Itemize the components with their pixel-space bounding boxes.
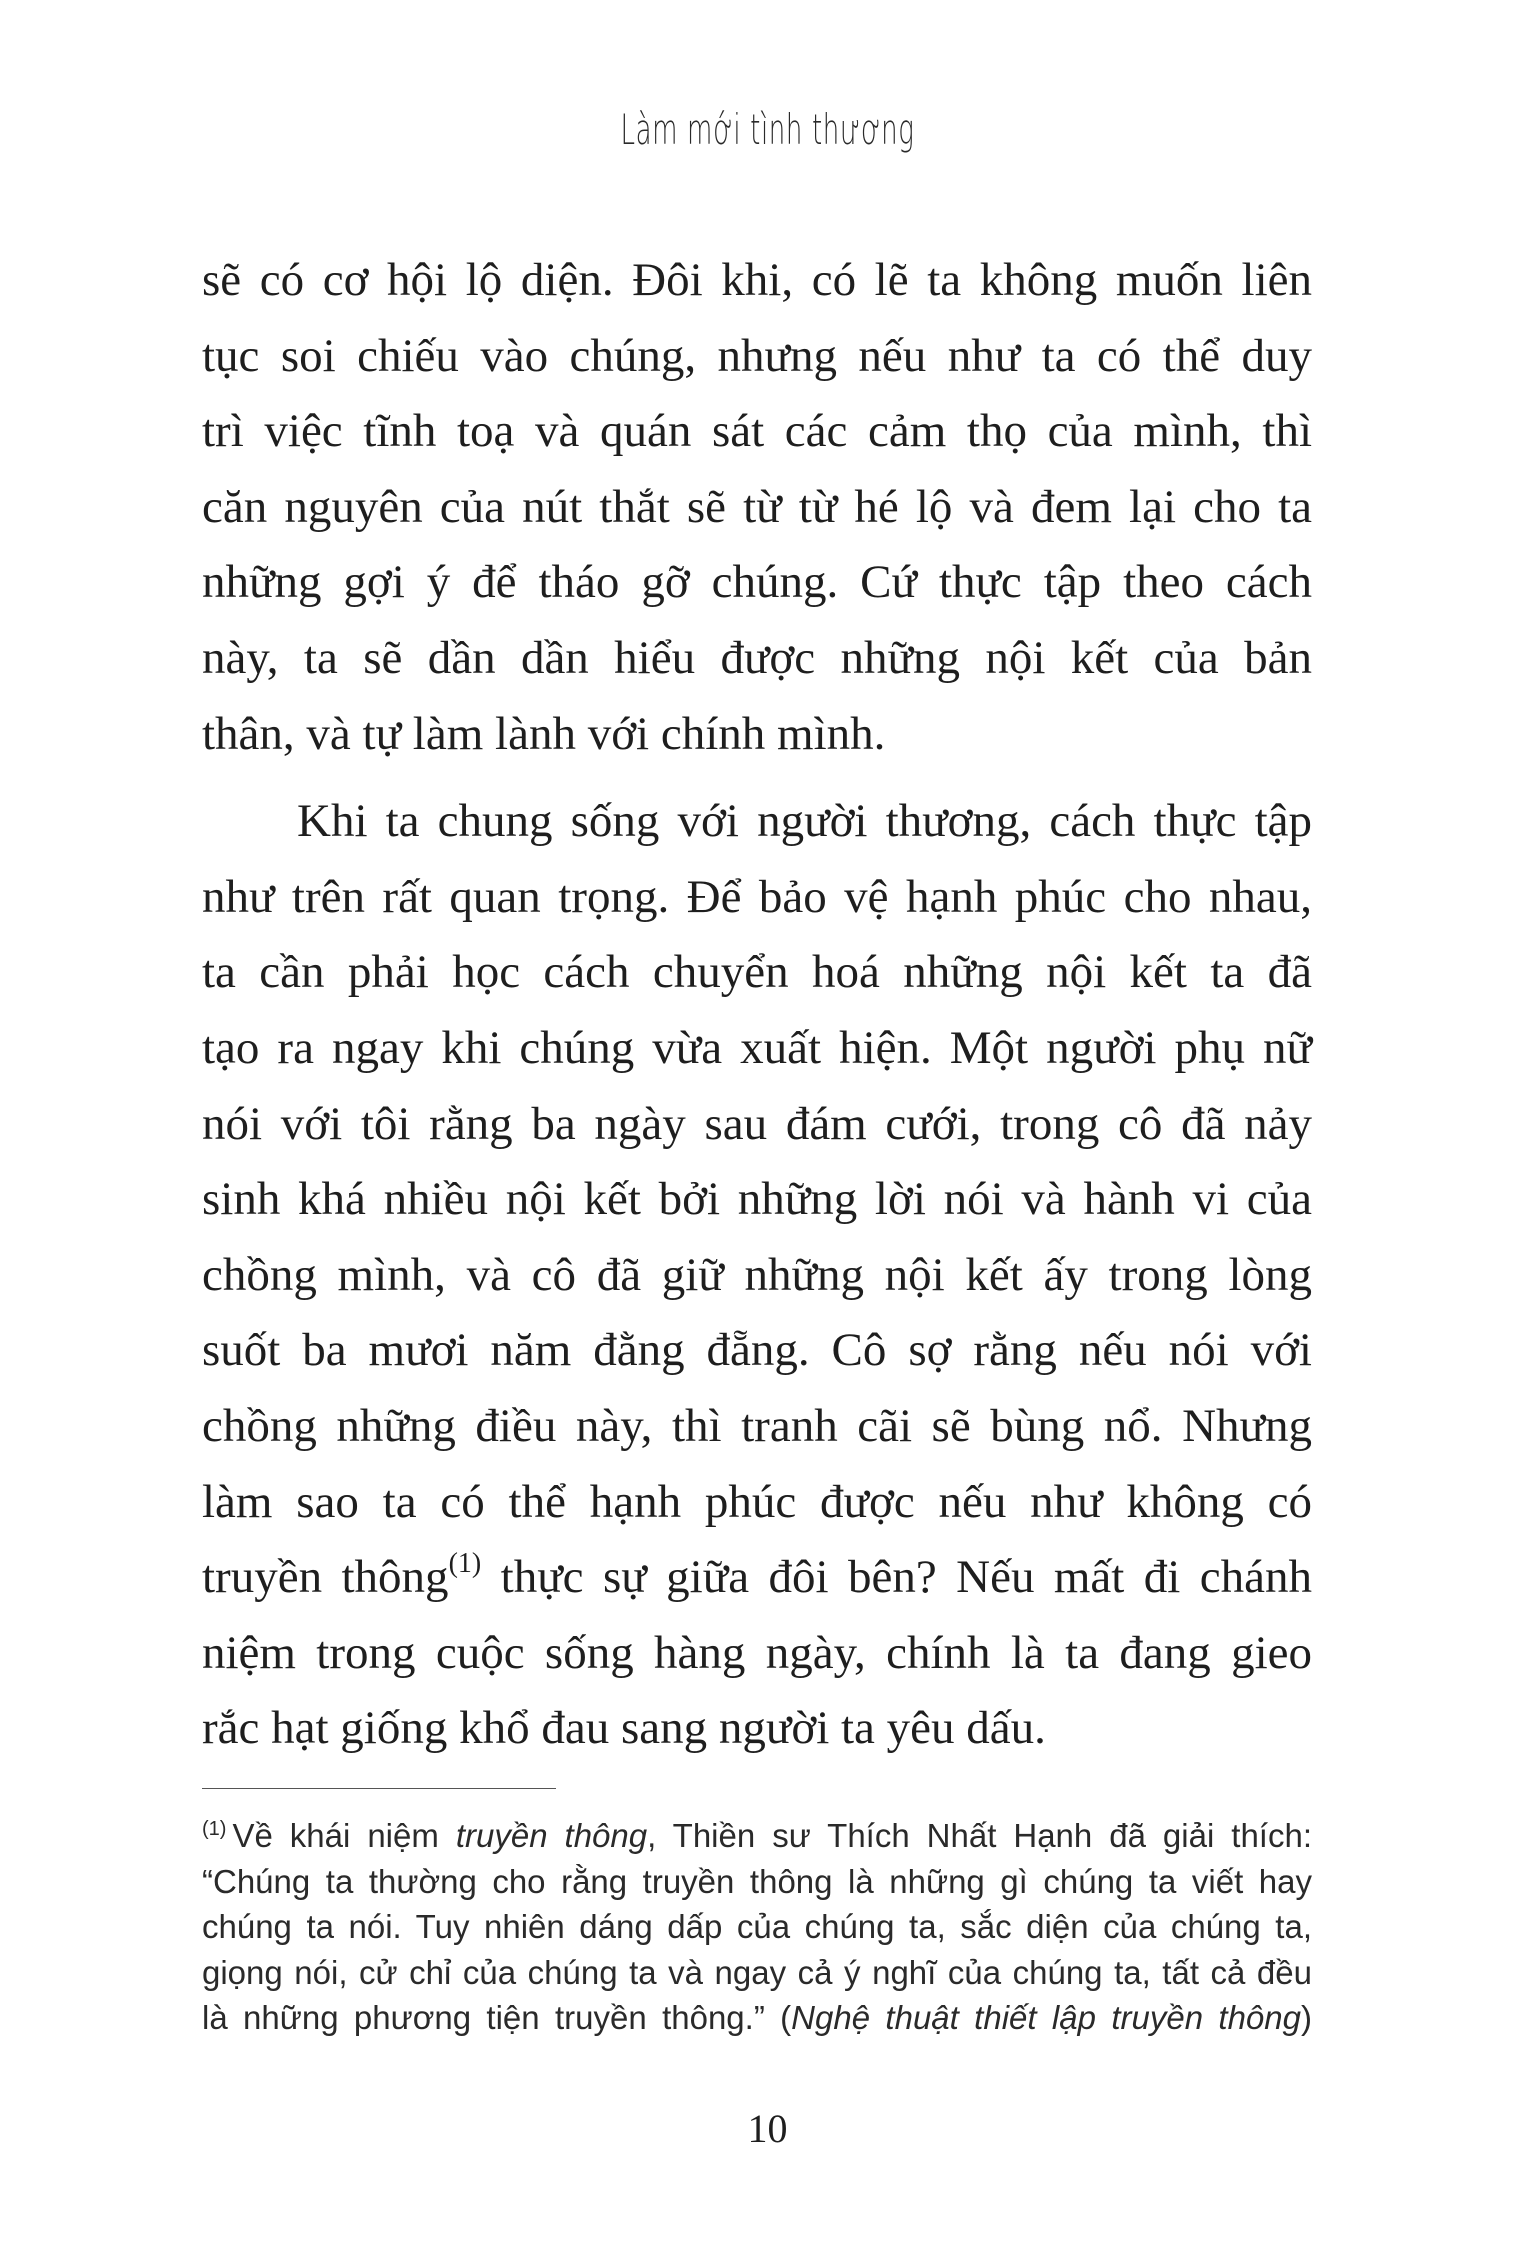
body-text [202, 243, 1312, 1767]
text-line: ta cần phải học cách chuyển hoá những nội kết ta đã [202, 946, 1312, 999]
text-segment: ) [1301, 1999, 1312, 2036]
text-line: chồng mình, và cô đã giữ những nội kết ấy trong lòng [202, 1248, 1312, 1301]
text-line: tục soi chiếu vào chúng, nhưng nếu như ta có thể duy [202, 329, 1312, 382]
paragraph-1 [202, 243, 1312, 772]
text-line: suốt ba mươi năm đằng đẵng. Cô sợ rằng nếu nói với [202, 1324, 1312, 1377]
text-line: trì việc tĩnh toạ và quán sát các cảm thọ của mình, thì [202, 405, 1312, 458]
text-line: sẽ có cơ hội lộ diện. Đôi khi, có lẽ ta không muốn liên [202, 254, 1312, 306]
text-line: những gợi ý để tháo gỡ chúng. Cứ thực tập theo cách [202, 556, 1312, 609]
text-line: thân, và tự làm lành với chính mình. [202, 707, 886, 760]
text-segment: , Thiền sư Thích Nhất Hạnh đã giải thích: [647, 1817, 1312, 1854]
text-line: sinh khá nhiều nội kết bởi những lời nói và hành vi của [202, 1173, 1312, 1226]
footnote-line [202, 1995, 1312, 2041]
text-line: này, ta sẽ dần dần hiểu được những nội kết của bản [202, 631, 1312, 684]
text-line: Khi ta chung sống với người thương, cách thực tập [297, 795, 1312, 848]
text-segment: thực sự giữa đôi bên? Nếu mất đi chánh [481, 1551, 1312, 1604]
footnote-line: chúng ta nói. Tuy nhiên dáng dấp của chúng ta, sắc diện của chúng ta, [202, 1908, 1312, 1945]
text-line: tạo ra ngay khi chúng vừa xuất hiện. Một người phụ nữ [202, 1021, 1312, 1074]
running-header-title: Làm mới tình thương [620, 105, 915, 154]
text-line: làm sao ta có thể hạnh phúc được nếu như không có [202, 1475, 1312, 1528]
text-segment: Về khái niệm [232, 1817, 456, 1854]
page-number: 10 [747, 2106, 788, 2151]
text-line: chồng những điều này, thì tranh cãi sẽ bùng nổ. Nhưng [202, 1399, 1312, 1452]
footnote-line: giọng nói, cử chỉ của chúng ta và ngay cả ý nghĩ của chúng ta, tất cả đều [202, 1953, 1312, 1991]
text-line: rắc hạt giống khổ đau sang người ta yêu dấu. [202, 1702, 1046, 1755]
italic-term: truyền thông [455, 1817, 648, 1854]
footnote-line [202, 1813, 1312, 1859]
text-line-with-footnote-ref [202, 1540, 1312, 1616]
footnote-divider [202, 1788, 556, 1789]
footnote-mark: (1) [202, 1818, 227, 1840]
footnote [202, 1813, 1312, 2041]
text-line: niệm trong cuộc sống hàng ngày, chính là ta đang gieo [202, 1626, 1312, 1679]
text-line: căn nguyên của nút thắt sẽ từ từ hé lộ và đem lại cho ta [202, 480, 1312, 533]
italic-book-title: Nghệ thuật thiết lập truyền thông [791, 1999, 1301, 2036]
footnote-reference[interactable]: (1) [448, 1548, 482, 1580]
text-line: nói với tôi rằng ba ngày sau đám cưới, trong cô đã nảy [202, 1097, 1312, 1150]
paragraph-2 [202, 784, 1312, 1767]
text-segment: là những phương tiện truyền thông.” ( [202, 1999, 792, 2036]
text-line: như trên rất quan trọng. Để bảo vệ hạnh phúc cho nhau, [202, 870, 1312, 923]
text-segment: truyền thông [202, 1551, 449, 1604]
footnote-line: “Chúng ta thường cho rằng truyền thông là những gì chúng ta viết hay [202, 1862, 1312, 1900]
